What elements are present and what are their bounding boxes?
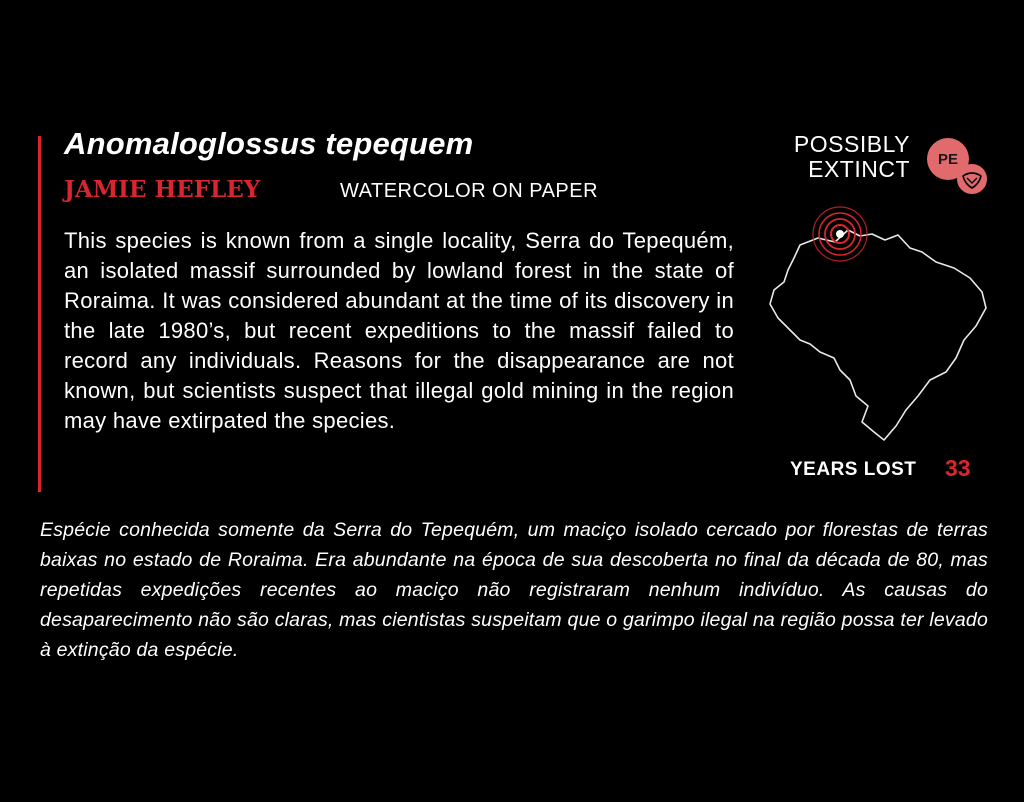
- description-portuguese: Espécie conhecida somente da Serra do Tepequém, um maciço isolado cercado por florestas de terras baixas no estado de Roraima. Era abundante na época de sua descoberta no final da década de 80, mas repetidas expedições recentes ao maciço não registraram nenhum indivíduo. As causas do desaparecimento não são claras, mas cientistas suspeitam que o garimpo ilegal na região possa ter levado à extinção da espécie.: [40, 519, 988, 661]
- location-target-icon: [813, 207, 867, 261]
- description-english: This species is known from a single locality, Serra do Tepequém, an isolated massif surrounded by lowland forest in the state of Roraima. It was considered abundant at the time of its discovery in the late 1980’s, but recent expeditions to the massif failed to record any individuals. Reasons for the disappearance are not known, but scientists suspect that illegal gold mining in the region may have extirpated the species.: [64, 228, 734, 433]
- art-medium: WATERCOLOR ON PAPER: [340, 180, 599, 202]
- status-line-2: EXTINCT: [808, 156, 910, 182]
- status-badge: PE: [927, 138, 969, 180]
- status-label: [760, 132, 910, 182]
- years-lost-label: YEARS LOST: [790, 459, 917, 480]
- species-name: Anomaloglossus tepequem: [64, 126, 474, 161]
- artist-name: JAMIE HEFLEY: [64, 176, 261, 203]
- years-lost-value: 33: [945, 455, 971, 481]
- accent-bar: [38, 136, 41, 492]
- status-line-1: POSSIBLY: [793, 131, 910, 157]
- brazil-map-icon: [760, 200, 1000, 450]
